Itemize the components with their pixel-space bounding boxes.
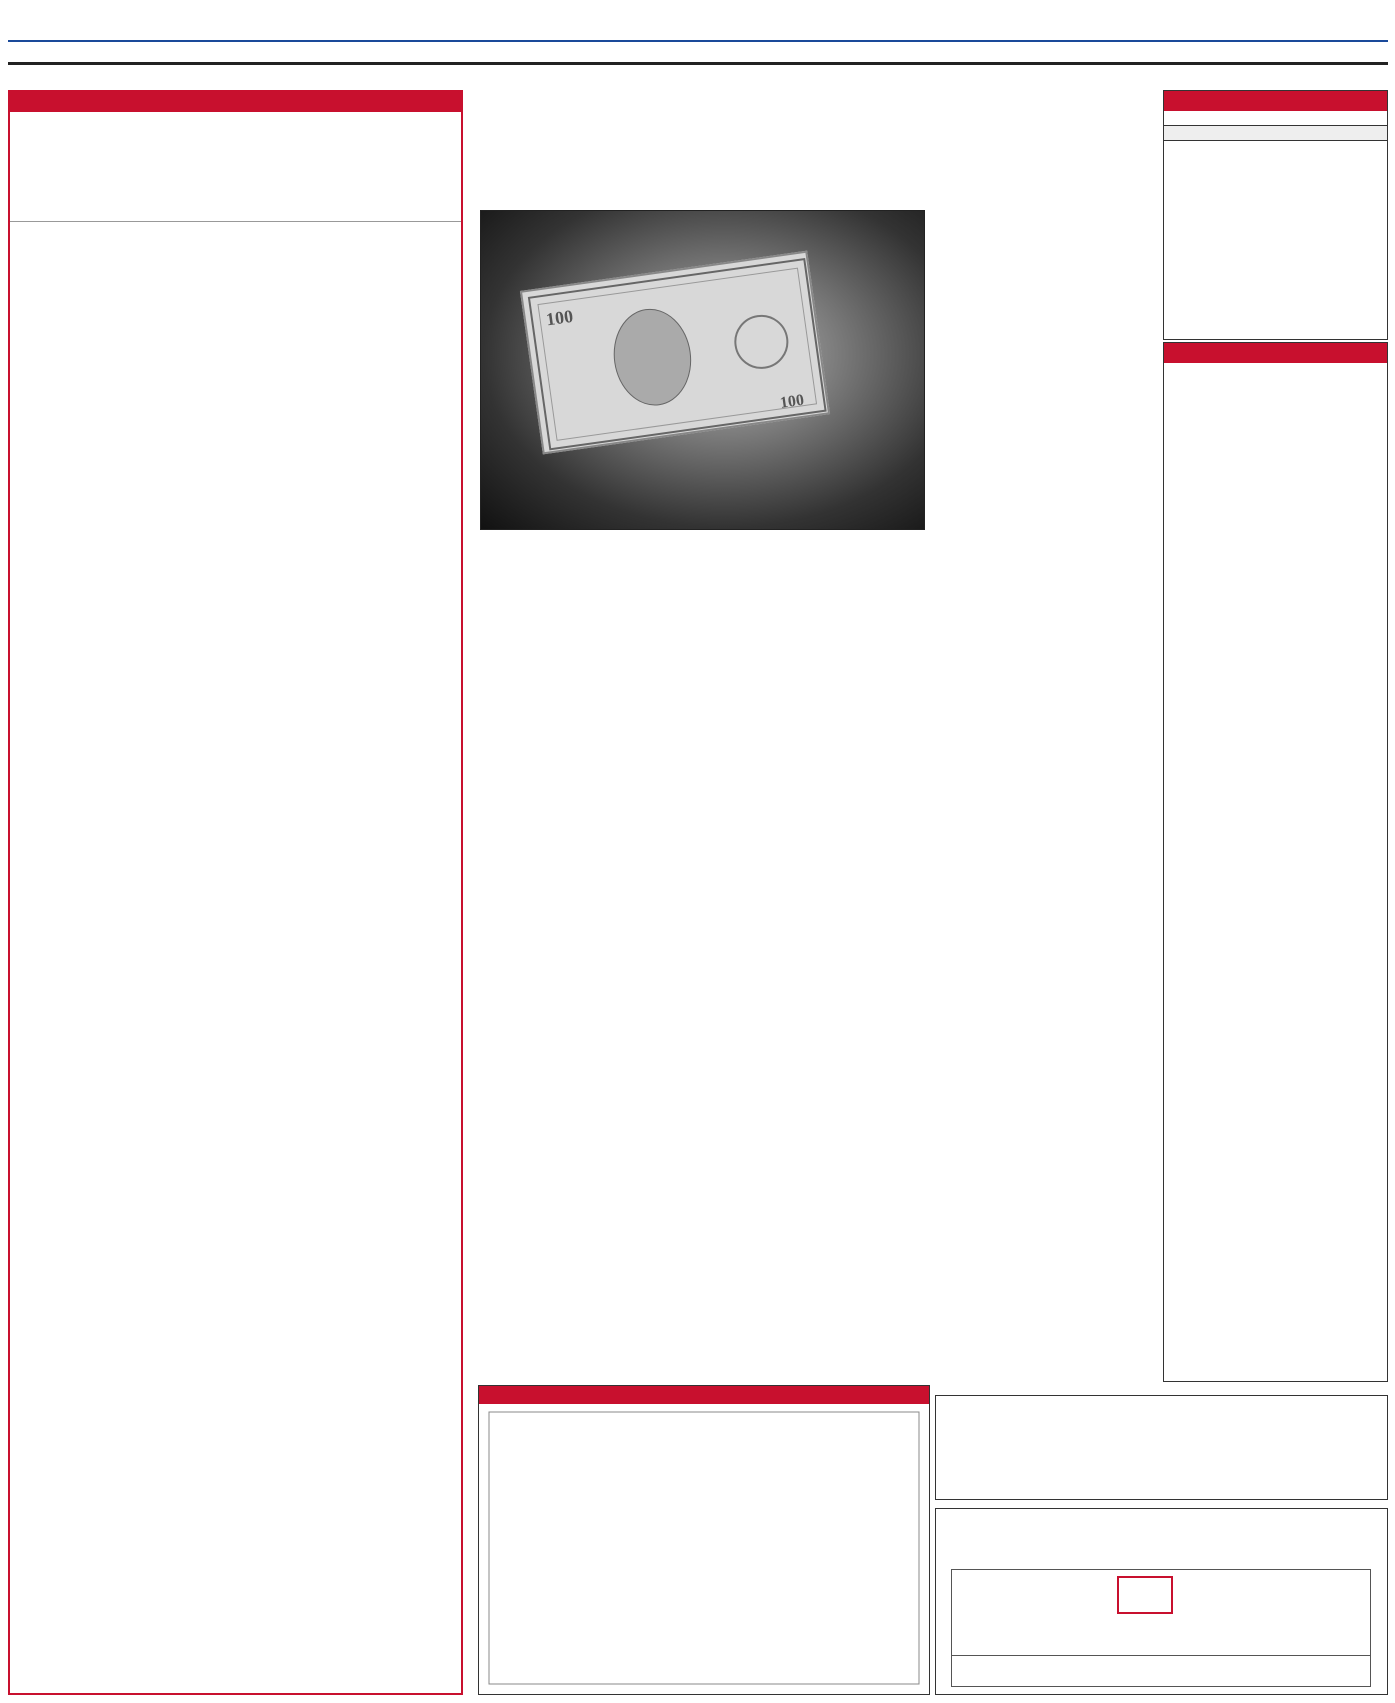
- education-ad: [935, 1395, 1388, 1500]
- fx-rates-subheader: [1164, 111, 1387, 126]
- section-title: [540, 33, 870, 63]
- disclaimer-title: [936, 1509, 1387, 1515]
- calendar-table-header: [10, 192, 461, 222]
- fx-column-headers: [1164, 126, 1387, 141]
- article-column-2: [700, 535, 928, 1375]
- disclaimer-box: [935, 1508, 1388, 1695]
- ad-divider: [952, 1655, 1370, 1656]
- calendar-intro: [10, 112, 461, 192]
- glossary-text: [1164, 363, 1387, 375]
- article-column-1: [935, 210, 1153, 1385]
- eurusd-chart: [479, 1404, 929, 1694]
- page-header: [0, 0, 1395, 62]
- glossary-box: [1163, 342, 1388, 1382]
- edu-ad-info: [936, 1400, 1387, 1412]
- svg-text:100: 100: [778, 391, 806, 412]
- glossary-title: [1164, 343, 1387, 363]
- economic-calendar: [8, 90, 463, 1695]
- header-rule: [8, 62, 1388, 65]
- calendar-title: [10, 92, 461, 112]
- chart-title: [479, 1386, 929, 1404]
- chart-frame: [489, 1412, 919, 1684]
- svg-text:100: 100: [544, 305, 575, 330]
- company-ad: [951, 1569, 1371, 1687]
- fx-rates-box: [1163, 90, 1388, 340]
- article-column-3: [478, 535, 693, 1375]
- fx-rates-title: [1164, 91, 1387, 111]
- tk-logo: [1117, 1576, 1173, 1614]
- eurusd-chart-box: [478, 1385, 930, 1695]
